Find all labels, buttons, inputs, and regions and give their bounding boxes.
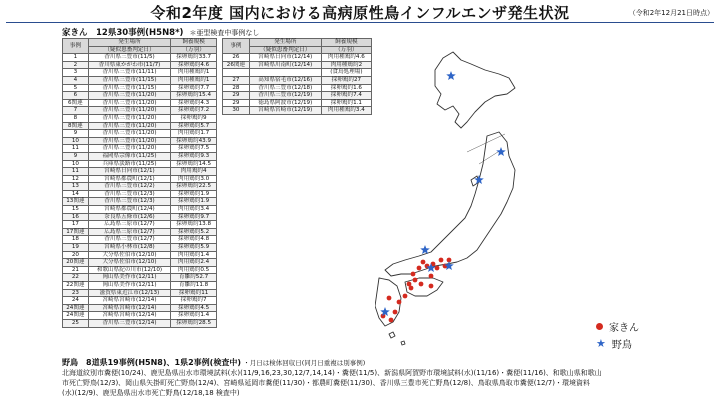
- cell-scale: 肉用鶏約2.4: [171, 259, 217, 267]
- cell-case: 15: [63, 206, 89, 214]
- cell-location: 宮崎県小林市(12/8): [88, 244, 170, 252]
- cell-case: 2: [63, 61, 89, 69]
- cell-case: 24関連: [63, 312, 89, 320]
- cell-scale: 肉用鶏約4: [171, 168, 217, 176]
- chicken-heading-text: 家きん 12県30事例(H5N8*): [62, 28, 184, 38]
- table-row: [63, 282, 217, 290]
- cell-scale: 肉用鶏約1.7: [171, 130, 217, 138]
- table-row: [63, 130, 217, 138]
- cell-scale: 採卵鶏約28.5: [171, 319, 217, 327]
- table-row: [63, 92, 217, 100]
- cell-location: 香川県三豊市(11/20): [88, 107, 170, 115]
- chicken-outbreak-dot: [429, 284, 434, 289]
- cell-scale: 採卵鶏約5.7: [171, 122, 217, 130]
- cell-case: 13関連: [63, 198, 89, 206]
- legend-chicken-label: 家きん: [609, 323, 639, 334]
- cell-scale: 採卵鶏約33.7: [171, 54, 217, 62]
- cell-case: 25: [63, 319, 89, 327]
- cell-location: 福岡県宗像市(11/25): [88, 152, 170, 160]
- cell-case: 21: [63, 266, 89, 274]
- cell-location: 宮崎県宮崎市(12/14): [88, 297, 170, 305]
- table-row: [223, 61, 372, 69]
- map-legend: [596, 318, 639, 352]
- cell-case: 26関連: [223, 61, 250, 69]
- cell-scale: 採卵鶏約43.9: [171, 137, 217, 145]
- cell-location: 香川県三豊市(12/18): [249, 84, 321, 92]
- cell-scale: 採卵鶏約1.9: [171, 198, 217, 206]
- table-row: [63, 69, 217, 77]
- cell-location: 宮崎県川南町(12/14): [249, 61, 321, 69]
- cell-case: 8関連: [63, 122, 89, 130]
- table-row: [63, 54, 217, 62]
- hokkaido-shape: [435, 52, 515, 128]
- col-scale-sub: （万羽）: [171, 46, 217, 54]
- cell-location: 香川県三豊市(12/3): [88, 190, 170, 198]
- cell-location: 香川県三豊市(12/3): [88, 198, 170, 206]
- cell-case: 9: [63, 152, 89, 160]
- cell-location: 宮崎県宮崎市(12/14): [88, 312, 170, 320]
- cell-location: 香川県三豊市(11/20): [88, 114, 170, 122]
- cell-location: 香川県三豊市(11/20): [88, 137, 170, 145]
- cell-scale: 採卵鶏約1.9: [171, 190, 217, 198]
- blue-star-icon: ★: [596, 337, 606, 350]
- cell-case: [223, 69, 250, 77]
- cell-location: 香川県三豊市(11/20): [88, 122, 170, 130]
- cell-location: 香川県三豊市(11/11): [88, 69, 170, 77]
- col-case: 事例: [223, 39, 250, 54]
- cell-location: 奈良県五條市(12/6): [88, 213, 170, 221]
- cell-scale: 採卵鶏約9: [171, 114, 217, 122]
- table-row: [223, 54, 372, 62]
- cell-location: 滋賀県東近江市(12/13): [88, 289, 170, 297]
- table-row: [63, 160, 217, 168]
- cell-location: 香川県三豊市(11/15): [88, 76, 170, 84]
- cell-case: 29: [223, 92, 250, 100]
- cell-location: 徳島県阿波市(12/19): [249, 99, 321, 107]
- table-row: [63, 122, 217, 130]
- table-row: [63, 137, 217, 145]
- cell-location: 宮崎県都農町(12/1): [88, 175, 170, 183]
- cell-scale: 採卵鶏約22.5: [171, 183, 217, 191]
- outbreak-table-left: [62, 38, 217, 328]
- cell-case: 23: [63, 289, 89, 297]
- cell-scale: 採卵鶏約7.2: [171, 107, 217, 115]
- page-title: 令和2年度 国内における高病原性鳥インフルエンザ発生状況: [150, 4, 570, 22]
- cell-scale: 育雛約11.8: [171, 282, 217, 290]
- table-row: [63, 213, 217, 221]
- cell-location: 和歌山県紀の川市(12/10): [88, 266, 170, 274]
- table-row: [63, 266, 217, 274]
- table-row: [63, 319, 217, 327]
- cell-location: 香川県東かがわ市(11/7): [88, 61, 170, 69]
- chicken-outbreak-dot: [429, 274, 434, 279]
- cell-scale: 採卵鶏約7: [171, 297, 217, 305]
- chicken-outbreak-dot: [421, 260, 426, 265]
- col-scale-sub: （万羽）: [321, 46, 371, 54]
- chicken-heading: [62, 26, 259, 38]
- cell-scale: 採卵鶏約1.6: [321, 84, 371, 92]
- red-dot-icon: [596, 323, 603, 330]
- wild-bird-line-1: 北海道紋別市糞便(10/24)、鹿児島県出水市環境試料(水)(11/9,16,23,30,12/7,14,14)・糞便(11/5)、新潟県阿賀野市環境試料(水)(11/16)・糞便(11/16)、和歌山県和歌山: [62, 369, 602, 377]
- title-rule: [6, 22, 714, 23]
- legend-chicken: [596, 318, 639, 335]
- table-row: [223, 76, 372, 84]
- cell-location: 広島県三原市(12/7): [88, 228, 170, 236]
- cell-case: 22関連: [63, 282, 89, 290]
- cell-scale: 採卵鶏約9.3: [171, 152, 217, 160]
- table-row: [63, 99, 217, 107]
- cell-location: 香川県三豊市(12/19): [249, 92, 321, 100]
- legend-wild-label: 野鳥: [611, 340, 632, 351]
- cell-scale: 採卵鶏約13.8: [171, 221, 217, 229]
- cell-case: 18: [63, 236, 89, 244]
- wild-bird-line-2: 市死亡野鳥(12/3)、岡山県矢掛町死亡野鳥(12/4)、宮崎県延岡市糞便(11/30)・都農町糞便(11/30)、香川県三豊市死亡野鳥(12/8)、鳥取県鳥取市糞便(12/7)・環境資料: [62, 379, 590, 387]
- cell-scale: 採卵鶏約7.5: [171, 145, 217, 153]
- cell-location: 宮崎県宮崎市(12/14): [88, 304, 170, 312]
- cell-location: 香川県三豊市(12/2): [88, 183, 170, 191]
- cell-location: 香川県三豊市(11/20): [88, 92, 170, 100]
- cell-scale: 肉用種鶏約4.6: [321, 54, 371, 62]
- cell-location: 香川県三豊市(12/14): [88, 319, 170, 327]
- table-row: [63, 114, 217, 122]
- as-of-date: （令和2年12月21日時点）: [628, 9, 714, 17]
- cell-scale: 肉用鶏約3.0: [171, 175, 217, 183]
- cell-case: 7: [63, 107, 89, 115]
- cell-location: 香川県三豊市(11/5): [88, 54, 170, 62]
- col-scale: 飼養規模: [321, 39, 371, 47]
- col-location-sub: （疑似患畜判定日）: [249, 46, 321, 54]
- cell-location: 香川県三豊市(12/7): [88, 236, 170, 244]
- cell-scale: 採卵鶏約5.9: [171, 244, 217, 252]
- table-row: [63, 76, 217, 84]
- cell-scale: 採卵鶏約7.4: [321, 92, 371, 100]
- cell-scale: 育雛約52.7: [171, 274, 217, 282]
- chicken-outbreak-dot: [387, 296, 392, 301]
- wild-bird-line-3: (水)(12/9)、鹿児島県出水市死亡野鳥(12/18,18 検査中): [62, 389, 240, 397]
- islands-south: [389, 332, 405, 345]
- cell-scale: 肉用種鶏約1: [171, 76, 217, 84]
- table-row: [63, 289, 217, 297]
- cell-location: 宮崎県都農町(12/4): [88, 206, 170, 214]
- cell-scale: 肉用鶏約3.4: [171, 206, 217, 214]
- table-row: [63, 236, 217, 244]
- cell-location: 兵庫県淡路市(11/25): [88, 160, 170, 168]
- col-location-sub: （疑似患畜判定日）: [88, 46, 170, 54]
- cell-case: 24: [63, 297, 89, 305]
- cell-location: 香川県三豊市(11/15): [88, 84, 170, 92]
- cell-case: 6: [63, 92, 89, 100]
- chicken-outbreak-dot: [413, 278, 418, 283]
- cell-case: 12: [63, 175, 89, 183]
- cell-case: 24関連: [63, 304, 89, 312]
- table-row: [63, 168, 217, 176]
- chicken-note: ＊亜型検査中事例なし: [189, 29, 260, 37]
- cell-location: 大分県佐伯市(12/10): [88, 259, 170, 267]
- cell-location: 宮崎県宮崎市(12/19): [249, 107, 321, 115]
- cell-case: 28: [223, 84, 250, 92]
- cell-scale: 採卵鶏約7.7: [171, 84, 217, 92]
- wild-bird-heading: 野鳥 8道県19事例(H5N8)、1県2事例(検査中): [62, 358, 241, 367]
- cell-scale: 肉用種鶏約2: [321, 61, 371, 69]
- cell-scale: 採卵鶏約9.7: [171, 213, 217, 221]
- table-row: [63, 107, 217, 115]
- table-row: [63, 221, 217, 229]
- cell-location: 香川県三豊市(11/20): [88, 145, 170, 153]
- cell-scale: 採卵鶏約4.5: [171, 304, 217, 312]
- col-location: 発生場所: [249, 39, 321, 47]
- cell-case: 9: [63, 130, 89, 138]
- table-row: [63, 145, 217, 153]
- cell-location: 宮崎県日向市(12/1): [88, 168, 170, 176]
- cell-scale: 採卵鶏約1.4: [171, 312, 217, 320]
- cell-case: 4: [63, 76, 89, 84]
- cell-case: 1: [63, 54, 89, 62]
- cell-case: 30: [223, 107, 250, 115]
- cell-case: 6関連: [63, 99, 89, 107]
- legend-wild: [596, 335, 639, 352]
- table-row: [63, 61, 217, 69]
- cell-scale: 採卵鶏約27: [321, 76, 371, 84]
- cell-location: [249, 69, 321, 77]
- table-row: [223, 69, 372, 77]
- cell-case: 13: [63, 183, 89, 191]
- cell-location: 香川県三豊市(11/20): [88, 130, 170, 138]
- table-row: [223, 84, 372, 92]
- cell-case: 8: [63, 114, 89, 122]
- chicken-outbreak-dot: [403, 294, 408, 299]
- cell-scale: 採卵鶏約1.1: [321, 99, 371, 107]
- table-row: [63, 274, 217, 282]
- cell-case: 3: [63, 69, 89, 77]
- chicken-outbreak-dot: [397, 300, 402, 305]
- table-row: [63, 190, 217, 198]
- cell-location: 大分県佐伯市(12/10): [88, 251, 170, 259]
- cell-case: 26: [223, 54, 250, 62]
- table-row: [63, 152, 217, 160]
- cell-location: 広島県三原市(12/7): [88, 221, 170, 229]
- cell-case: 14: [63, 190, 89, 198]
- table-row: [63, 84, 217, 92]
- cell-scale: (食鳥処理場): [321, 69, 371, 77]
- cell-scale: 採卵鶏約4.6: [171, 61, 217, 69]
- chicken-outbreak-dot: [411, 272, 416, 277]
- cell-case: 10: [63, 137, 89, 145]
- cell-scale: 肉用鶏約1.4: [171, 251, 217, 259]
- col-location: 発生場所: [88, 39, 170, 47]
- cell-scale: 肉用種鶏約3.4: [321, 107, 371, 115]
- cell-scale: 肉用種鶏約1: [171, 69, 217, 77]
- table-row: [63, 259, 217, 267]
- cell-case: 16: [63, 213, 89, 221]
- cell-scale: 採卵鶏約4.8: [171, 236, 217, 244]
- cell-location: 香川県三豊市(11/20): [88, 99, 170, 107]
- chicken-outbreak-dot: [435, 266, 440, 271]
- cell-scale: 採卵鶏約5.2: [171, 228, 217, 236]
- cell-case: 20: [63, 251, 89, 259]
- col-scale: 飼養規模: [171, 39, 217, 47]
- chicken-outbreak-dot: [393, 310, 398, 315]
- cell-case: 19: [63, 244, 89, 252]
- table-row: [223, 92, 372, 100]
- table-row: [63, 304, 217, 312]
- cell-case: 22: [63, 274, 89, 282]
- chicken-outbreak-dot: [417, 266, 422, 271]
- table-row: [223, 99, 372, 107]
- cell-case: 29: [223, 99, 250, 107]
- table-row: [63, 312, 217, 320]
- cell-case: 11: [63, 168, 89, 176]
- table-row: [63, 183, 217, 191]
- cell-case: 10: [63, 160, 89, 168]
- cell-case: 5: [63, 84, 89, 92]
- cell-location: 岡山県美作市(12/11): [88, 282, 170, 290]
- wild-bird-section: [62, 358, 712, 398]
- chicken-outbreak-dot: [409, 286, 414, 291]
- cell-case: 17関連: [63, 228, 89, 236]
- cell-case: 11: [63, 145, 89, 153]
- table-row: [63, 175, 217, 183]
- cell-case: 20関連: [63, 259, 89, 267]
- cell-location: 高知県宿毛市(12/16): [249, 76, 321, 84]
- cell-scale: 採卵鶏約4.3: [171, 99, 217, 107]
- table-row: [223, 107, 372, 115]
- cell-scale: 採卵鶏約15.4: [171, 92, 217, 100]
- cell-case: 17: [63, 221, 89, 229]
- cell-location: 岡山県美作市(12/11): [88, 274, 170, 282]
- chicken-outbreak-dot: [389, 318, 394, 323]
- table-row: [63, 198, 217, 206]
- table-row: [63, 244, 217, 252]
- japan-map: [375, 30, 720, 350]
- outbreak-table-right: [222, 38, 372, 115]
- cell-scale: 肉用鶏約0.5: [171, 266, 217, 274]
- col-case: 事例: [63, 39, 89, 54]
- cell-case: 27: [223, 76, 250, 84]
- table-row: [63, 228, 217, 236]
- table-row: [63, 206, 217, 214]
- table-row: [63, 297, 217, 305]
- cell-scale: 採卵鶏約11: [171, 289, 217, 297]
- cell-scale: 採卵鶏約14.5: [171, 160, 217, 168]
- wild-bird-note: ・月日は検体回収日(同月日重複は別事例): [243, 359, 366, 367]
- chicken-outbreak-dot: [439, 258, 444, 263]
- table-row: [63, 251, 217, 259]
- chicken-outbreak-dot: [419, 282, 424, 287]
- cell-location: 宮崎県日向市(12/14): [249, 54, 321, 62]
